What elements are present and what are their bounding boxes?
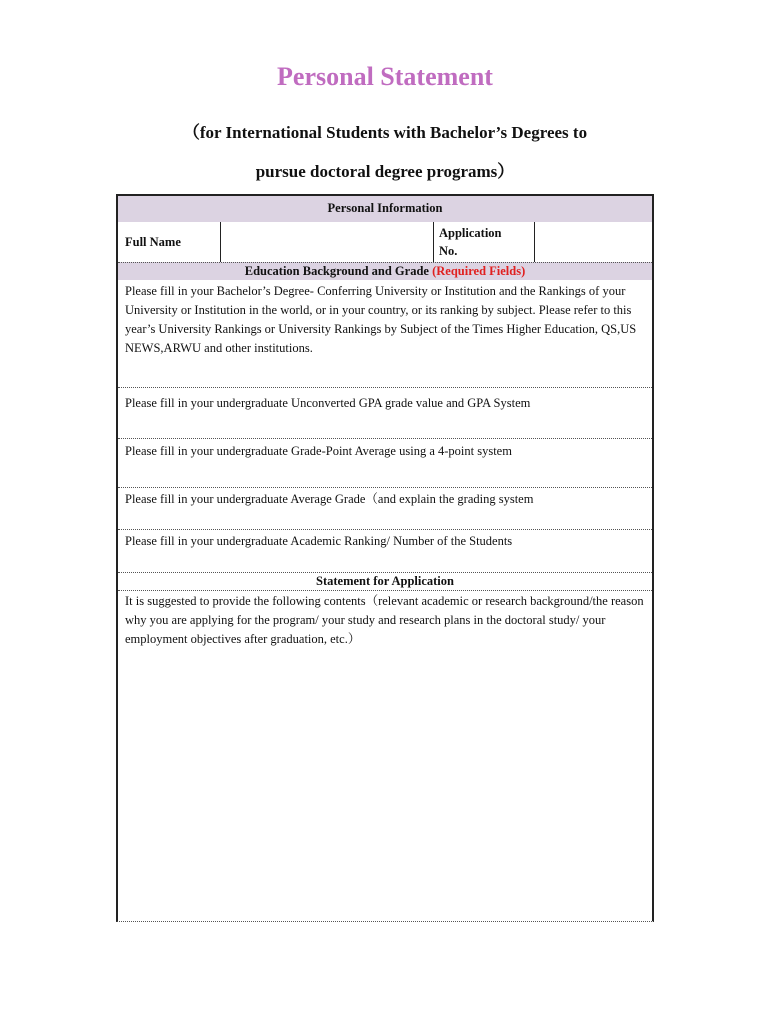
education-field-average-grade[interactable] [118,488,652,530]
education-prompt-gpa-4-point: Please fill in your undergraduate Grade-Point Average using a 4-point system [125,444,512,458]
application-no-label [434,222,534,262]
application-no-label-line-2: No. [439,244,458,258]
education-prompt-university-ranking: Please fill in your Bachelor’s Degree- Conferring University or Institution and the Rankings of your University or Institution in the world, or in your country, or its ranking by subject. Please refer to this year’s University Rankings or University Rankings by Subject of the Times Higher Education, QS,US NEWS,ARWU and other institutions. [125,284,637,355]
education-prompt-unconverted-gpa: Please fill in your undergraduate Unconverted GPA grade value and GPA System [125,396,531,410]
application-form [116,194,654,922]
full-name-field[interactable] [220,222,434,262]
statement-header: Statement for Application [118,573,652,591]
statement-prompt: It is suggested to provide the following contents（relevant academic or research background/the reason why you are applying for the program/ your study and research plans in the doctoral study/ your employment objectives after graduation, etc.） [125,594,644,646]
name-application-row [118,222,652,262]
application-no-field[interactable] [534,222,652,262]
application-no-label-line-1: Application [439,226,502,240]
page-title: Personal Statement [277,62,493,91]
subtitle-line-1: （for International Students with Bachelor’s Degrees to [182,123,588,142]
personal-information-header: Personal Information [118,196,652,222]
education-field-gpa-4-point[interactable] [118,439,652,488]
education-field-academic-ranking[interactable] [118,530,652,573]
full-name-label: Full Name [125,235,181,249]
education-field-university-ranking[interactable] [118,280,652,388]
statement-field[interactable] [118,591,652,921]
education-header [118,262,652,280]
education-prompt-average-grade: Please fill in your undergraduate Average Grade（and explain the grading system [125,492,534,506]
subtitle-line-2: pursue doctoral degree programs） [255,162,515,181]
education-header-text: Education Background and Grade [244,264,433,278]
required-fields-note: (Required Fields) [432,264,526,278]
education-field-unconverted-gpa[interactable] [118,388,652,439]
education-prompt-academic-ranking: Please fill in your undergraduate Academic Ranking/ Number of the Students [125,534,513,548]
